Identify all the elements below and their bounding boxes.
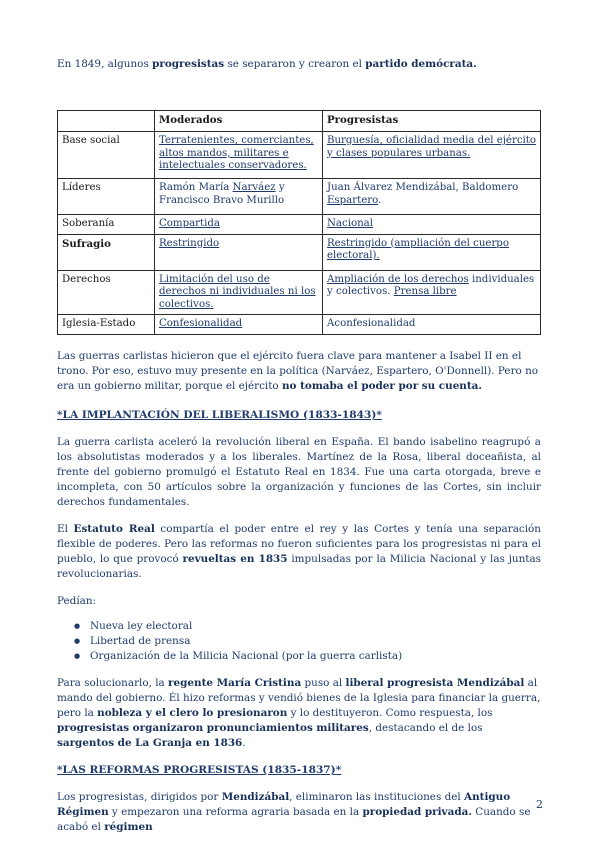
cell-moderados[interactable]: Terratenientes, comerciantes, altos mandos, militares e intelectuales conservadores. xyxy=(159,135,314,171)
row-label: Iglesia-Estado xyxy=(58,315,155,335)
regente-text-4: y lo destituyeron. Como respuesta, los xyxy=(287,707,493,719)
row-label xyxy=(58,234,155,270)
reformas-text-2: , eliminaron las instituciones del xyxy=(289,791,465,803)
link-espartero[interactable]: Espartero xyxy=(327,194,379,206)
link-narvaez[interactable]: Narváez xyxy=(232,182,276,193)
pronunciamientos-bold: progresistas organizaron pronunciamientos militares xyxy=(57,722,369,734)
section-heading-reformas: *LAS REFORMAS PROGRESISTAS (1835-1837)* xyxy=(57,764,342,776)
comparison-table xyxy=(57,110,541,335)
cell-progresistas[interactable]: Nacional xyxy=(327,218,373,229)
list-item: ● Nueva ley electoral xyxy=(57,619,541,634)
cell-moderados[interactable]: Compartida xyxy=(159,218,221,229)
regente-text-2: puso al xyxy=(301,677,346,689)
table-row xyxy=(58,315,541,335)
cell-moderados: Ramón María Narváez y Francisco Bravo Murillo xyxy=(155,179,323,215)
reformas-text-3: y empezaron una reforma agraria basada en la xyxy=(108,806,363,818)
reformas-text: Los progresistas, dirigidos por xyxy=(57,791,222,803)
sargentos-bold: sargentos de La Granja en 1836 xyxy=(57,737,243,749)
table-row xyxy=(58,132,541,179)
nobleza-bold: nobleza y el clero lo presionaron xyxy=(97,707,288,719)
pedian-label: Pedían: xyxy=(57,595,97,607)
reformas-paragraph xyxy=(57,790,541,835)
cell-moderados[interactable]: Restringido xyxy=(159,237,220,249)
regente-paragraph xyxy=(57,676,541,751)
regente-bold: regente María Cristina xyxy=(168,677,302,689)
cell-progresistas: Aconfesionalidad xyxy=(323,315,541,335)
link-ampliacion[interactable]: Ampliación de los derechos xyxy=(327,273,469,285)
mendizabal-bold-2: Mendizábal xyxy=(221,791,290,803)
list-item: ● Organización de la Milicia Nacional (por la guerra carlista) xyxy=(57,649,541,664)
regente-text: Para solucionarlo, la xyxy=(57,677,169,689)
body-flow xyxy=(57,349,541,835)
estatuto-text: El xyxy=(57,523,74,535)
cell-progresistas: Juan Álvarez Mendizábal, Baldomero Espartero. xyxy=(323,179,541,215)
link-prensa-libre[interactable]: Prensa libre xyxy=(393,286,457,297)
table-row xyxy=(58,234,541,270)
cell-progresistas[interactable]: Burguesía, oficialidad media del ejército y clases populares urbanas. xyxy=(327,135,537,159)
intro-text: En 1849, algunos xyxy=(57,58,153,70)
intro-paragraph xyxy=(57,57,541,72)
section-heading-liberalismo: *LA IMPLANTACIÓN DEL LIBERALISMO (1833-1843)* xyxy=(57,409,382,421)
intro-bold-democrata: partido demócrata. xyxy=(365,58,477,70)
cell-moderados[interactable]: Limitación del uso de derechos ni individuales ni los colectivos. xyxy=(159,273,316,310)
intro-bold-progresistas: progresistas xyxy=(152,58,225,70)
carlistas-text: Las guerras carlistas hicieron que el ejército fuera clave para mantener a Isabel II en el trono. Por eso, estuvo muy presente en la política (Narváez, Espartero, O'Donnell). Pero no era un gobierno militar, porque el ejército xyxy=(57,350,539,392)
row-label-bold: Sufragio xyxy=(62,237,111,250)
demands-list xyxy=(57,619,541,664)
propiedad-privada-bold: propiedad privada. xyxy=(362,806,472,818)
regente-text-5: , destacando el de los xyxy=(368,722,483,734)
table-header-moderados: Moderados xyxy=(155,111,323,132)
row-label: Base social xyxy=(58,132,155,179)
list-item: ● Libertad de prensa xyxy=(57,634,541,649)
estatuto-text-2: compartía el poder entre el rey y las Cortes y tenía una separación flexible de poderes. Pero las reformas no fueron suficientes para los progresistas ni para el pueblo, lo que provocó xyxy=(57,523,542,565)
reformas-text-4: Cuando se acabó el xyxy=(57,806,531,833)
cell-moderados[interactable]: Confesionalidad xyxy=(159,318,243,329)
intro-text-2: se separaron y crearon el xyxy=(224,58,366,70)
row-label: Derechos xyxy=(58,270,155,315)
estatuto-bold: Estatuto Real xyxy=(73,523,155,535)
cell-progresistas: Ampliación de los derechos individuales y colectivos. Prensa libre xyxy=(323,270,541,315)
regimen-bold: régimen xyxy=(104,821,153,833)
table-header-progresistas: Progresistas xyxy=(323,111,541,132)
carlistas-bold: no tomaba el poder por su cuenta. xyxy=(281,380,483,392)
table-row xyxy=(58,179,541,215)
estatuto-text-3: impulsadas por la Milicia Nacional y las juntas revolucionarias. xyxy=(57,553,541,580)
regente-text-3: al mando del gobierno. Él hizo reformas y vendió bienes de la Iglesia para financiar la guerra, pero la xyxy=(57,677,541,719)
mendizabal-bold: liberal progresista Mendizábal xyxy=(345,677,525,689)
carlistas-paragraph xyxy=(57,349,541,394)
antiguo-regimen-bold: Antiguo Régimen xyxy=(57,791,511,818)
revueltas-bold: revueltas en 1835 xyxy=(182,553,288,565)
table-header-empty xyxy=(58,111,155,132)
table-header-row xyxy=(58,111,541,132)
regente-text-6: . xyxy=(242,737,246,749)
estatuto-paragraph xyxy=(57,522,541,582)
page-number: 2 xyxy=(536,798,543,811)
row-label: Soberanía xyxy=(58,215,155,235)
table-row xyxy=(58,270,541,315)
table-row xyxy=(58,215,541,235)
liberalismo-paragraph: La guerra carlista aceleró la revolución liberal en España. El bando isabelino reagrupó a los absolutistas moderados y a los liberales. Martínez de la Rosa, liberal doceañista, al frente del gobierno promulgó el Estatuto Real en 1834. Fue una carta otorgada, breve e incompleta, con 50 artículos sobre la organización y funciones de las Cortes, sin incluir derechos fundamentales. xyxy=(57,436,541,508)
cell-progresistas[interactable]: Restringido (ampliación del cuerpo electoral). xyxy=(327,237,509,261)
row-label: Líderes xyxy=(58,179,155,215)
